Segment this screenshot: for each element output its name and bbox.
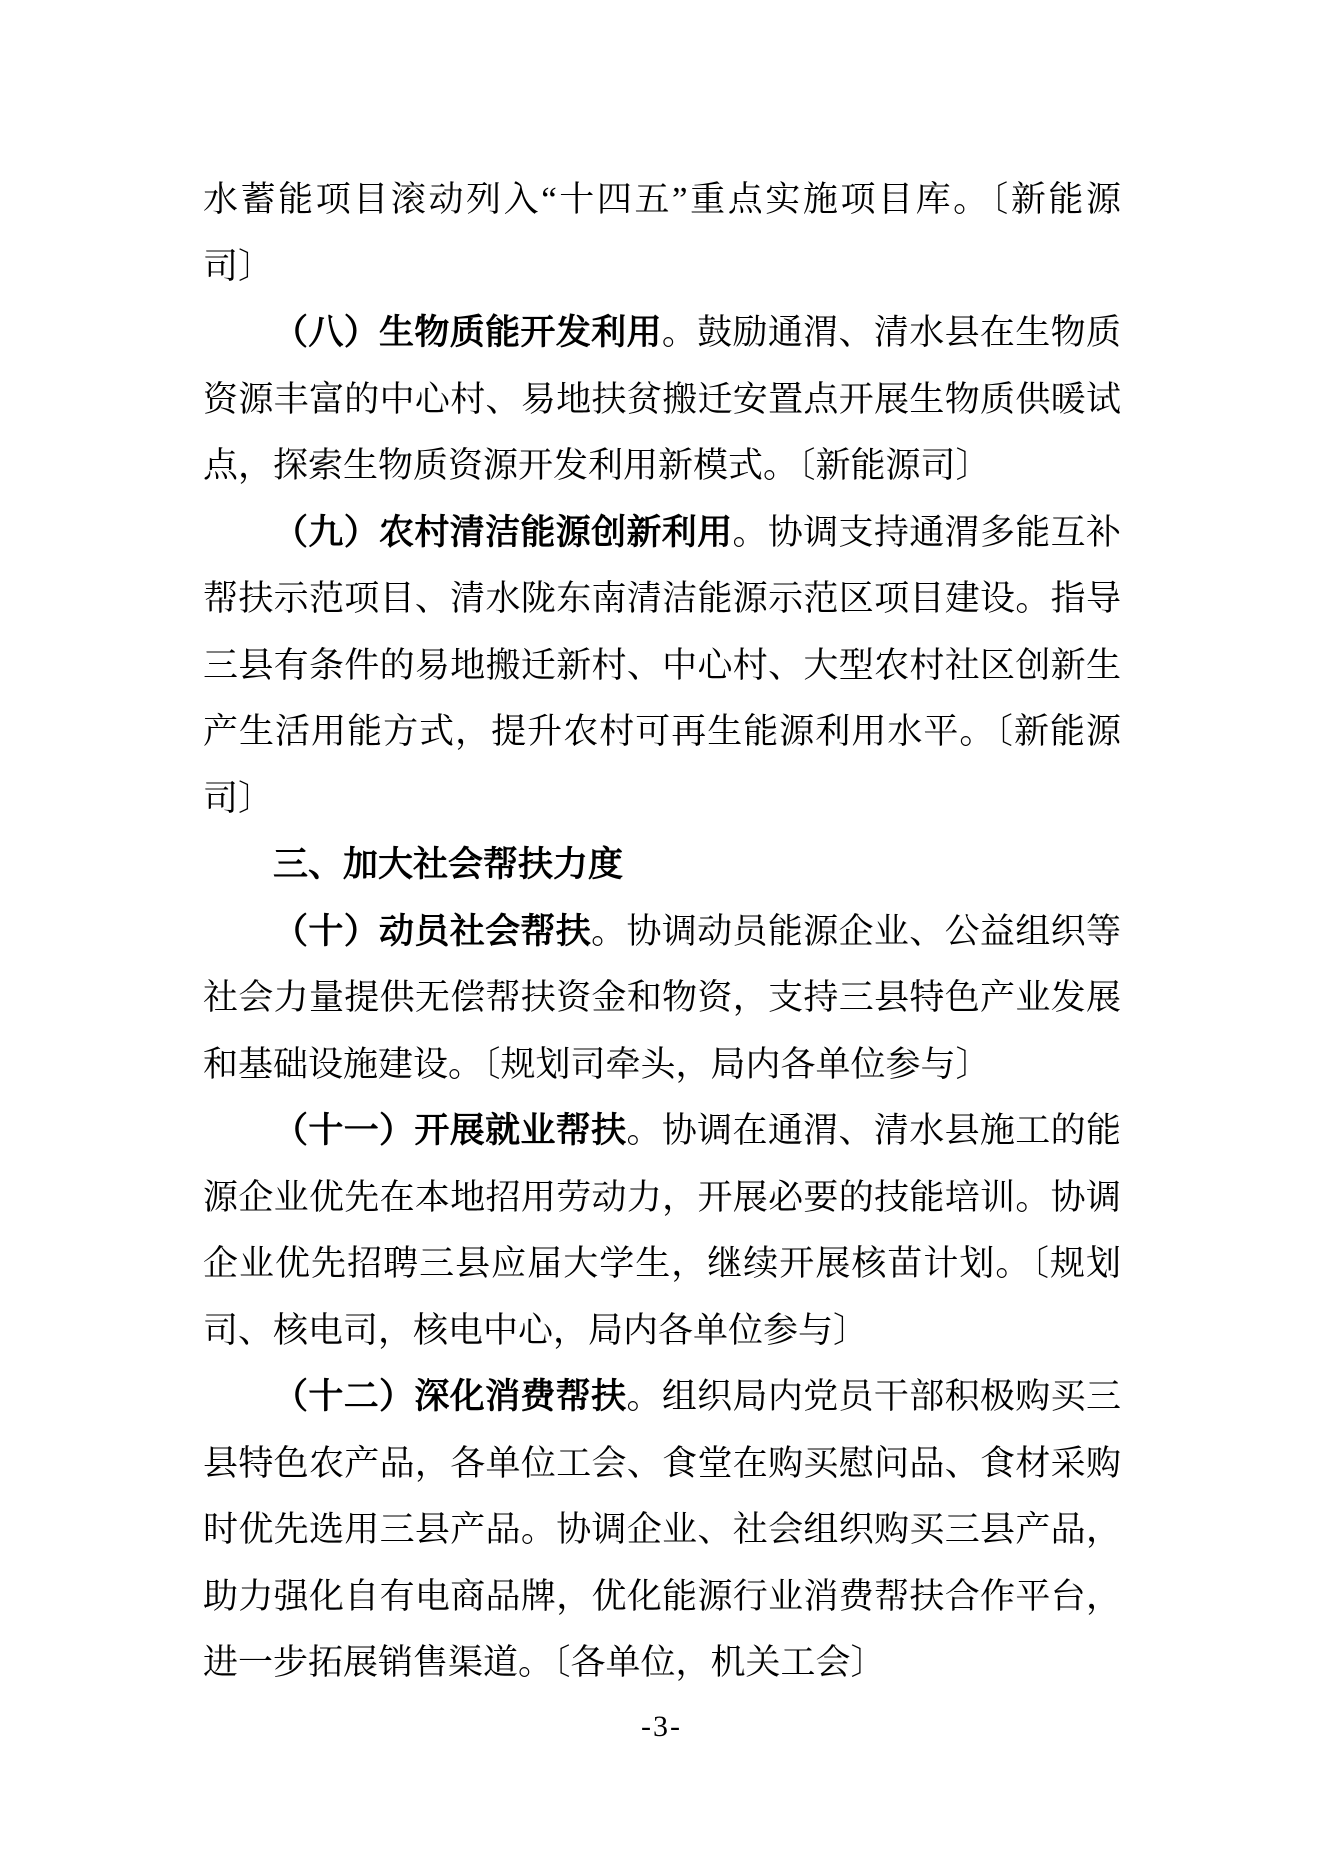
text-line	[203, 1497, 1121, 1564]
body-text: 企业优先招聘三县应届大学生，继续开展核苗计划。〔规划	[203, 1244, 1121, 1283]
text-line	[203, 367, 1121, 434]
text-line	[203, 1364, 1121, 1431]
text-line	[203, 1098, 1121, 1165]
text-line	[203, 234, 1121, 301]
body-text: 社会力量提供无偿帮扶资金和物资，支持三县特色产业发展	[203, 978, 1121, 1017]
body-text: 源企业优先在本地招用劳动力，开展必要的技能培训。协调	[203, 1177, 1121, 1217]
text-line	[203, 965, 1121, 1032]
body-text: 水蓄能项目滚动列入“十四五”重点实施项目库。〔新能源	[203, 180, 1121, 219]
text-line	[203, 766, 1121, 833]
text-line	[203, 433, 1121, 500]
body-text: 县特色农产品，各单位工会、食堂在购买慰问品、食材采购	[203, 1443, 1121, 1483]
body-text: 。鼓励通渭、清水县在生物质	[661, 313, 1121, 352]
body-text: 时优先选用三县产品。协调企业、社会组织购买三县产品，	[203, 1510, 1121, 1549]
text-line	[203, 1564, 1121, 1631]
text-line	[203, 500, 1121, 567]
text-line	[203, 1431, 1121, 1498]
text-line	[203, 1165, 1121, 1232]
text-line	[203, 1298, 1121, 1365]
body-text: 。协调动员能源企业、公益组织等	[591, 911, 1121, 951]
body-text: 和基础设施建设。〔规划司牵头，局内各单位参与〕	[203, 1044, 991, 1084]
text-line	[203, 1231, 1121, 1298]
bold-text: （九）农村清洁能源创新利用	[273, 512, 733, 552]
bold-text: 三、加大社会帮扶力度	[273, 845, 624, 884]
body-text: 进一步拓展销售渠道。〔各单位，机关工会〕	[203, 1643, 886, 1682]
page-number: -3-	[641, 1710, 682, 1743]
text-block	[203, 167, 1121, 1697]
body-text: 点，探索生物质资源开发利用新模式。〔新能源司〕	[203, 446, 991, 485]
body-text: 资源丰富的中心村、易地扶贫搬迁安置点开展生物质供暖试	[203, 379, 1121, 419]
body-text: 产生活用能方式，提升农村可再生能源利用水平。〔新能源	[203, 712, 1121, 751]
text-line	[203, 633, 1121, 700]
body-text: 。组织局内党员干部积极购买三	[626, 1377, 1121, 1416]
bold-text: （十）动员社会帮扶	[273, 911, 592, 951]
body-text: 司、核电司，核电中心，局内各单位参与〕	[203, 1310, 869, 1350]
bold-text: （十一）开展就业帮扶	[273, 1111, 627, 1150]
text-line	[203, 167, 1121, 234]
body-text: 。协调支持通渭多能互补	[732, 512, 1121, 552]
text-line	[203, 1630, 1121, 1697]
body-text: 帮扶示范项目、清水陇东南清洁能源示范区项目建设。指导	[203, 579, 1121, 618]
text-line	[203, 1032, 1121, 1099]
text-line	[203, 699, 1121, 766]
text-line	[203, 300, 1121, 367]
text-line	[203, 899, 1121, 966]
body-text: 司〕	[203, 246, 274, 286]
body-text: 司〕	[203, 778, 274, 818]
bold-text: （八）生物质能开发利用	[273, 313, 662, 352]
body-text: 三县有条件的易地搬迁新村、中心村、大型农村社区创新生	[203, 645, 1121, 685]
bold-text: （十二）深化消费帮扶	[273, 1377, 627, 1416]
text-line	[203, 566, 1121, 633]
section-heading	[203, 832, 1121, 899]
body-text: 助力强化自有电商品牌，优化能源行业消费帮扶合作平台，	[203, 1576, 1121, 1616]
body-text: 。协调在通渭、清水县施工的能	[626, 1111, 1121, 1150]
